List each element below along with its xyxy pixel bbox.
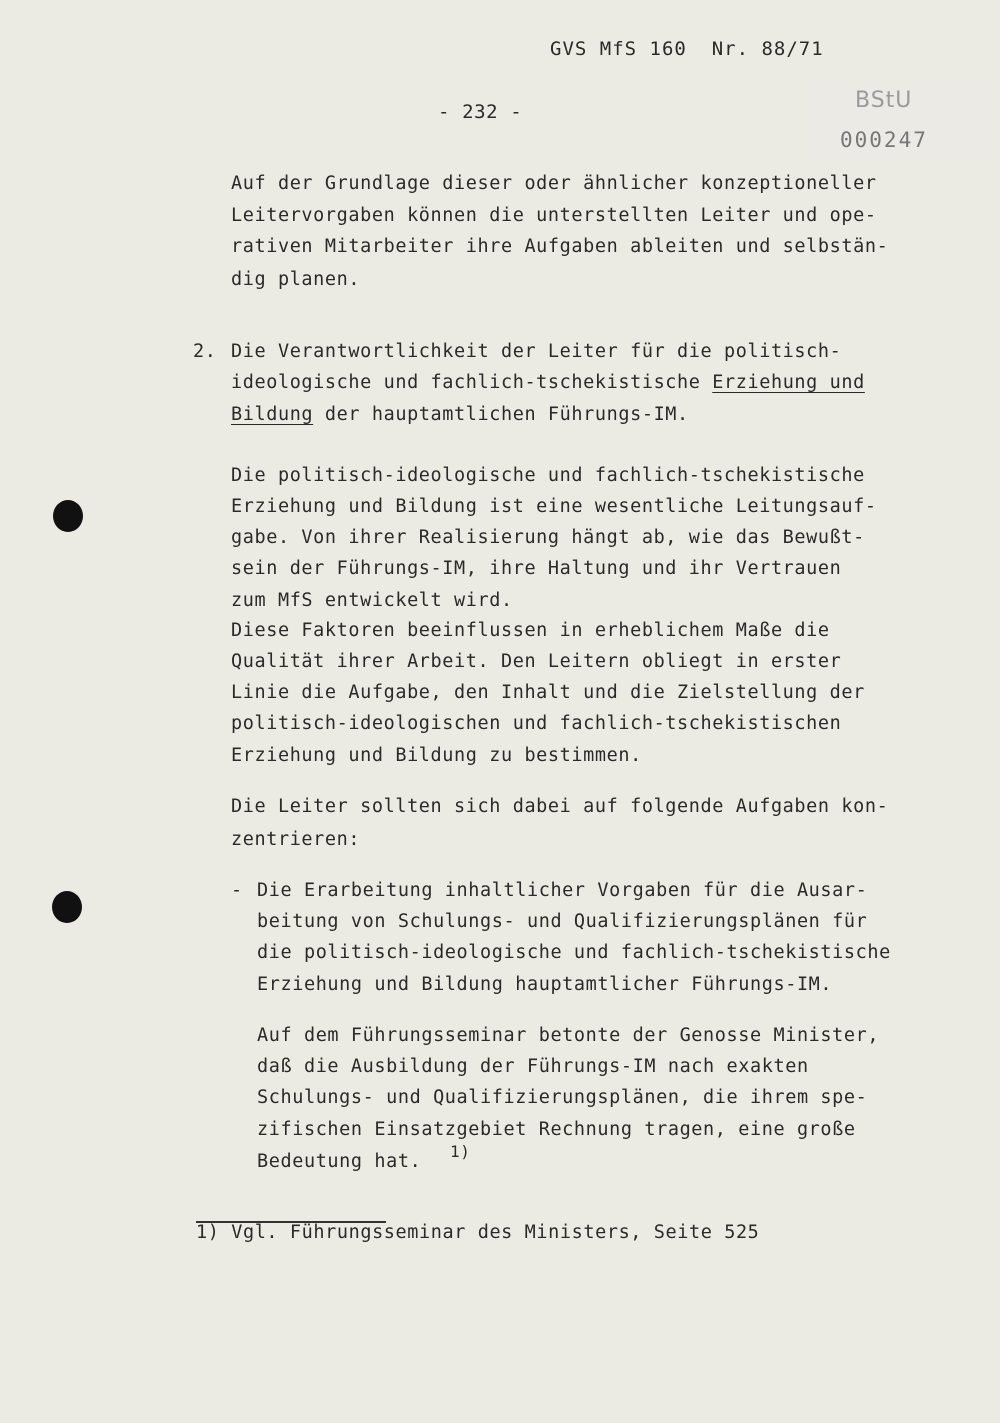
punch-hole bbox=[53, 500, 83, 532]
footnote-marker: 1) bbox=[450, 1142, 471, 1161]
document-reference: GVS MfS 160 Nr. 88/71 bbox=[550, 38, 824, 60]
text-line: Linie die Aufgabe, den Inhalt und die Zielstellung der bbox=[231, 682, 865, 703]
text-line: Auf der Grundlage dieser oder ähnlicher konzeptioneller bbox=[231, 173, 877, 194]
bullet-line: Erziehung und Bildung hauptamtlicher Führungs-IM. bbox=[257, 974, 833, 995]
text-line: zentrieren: bbox=[231, 829, 361, 850]
text-line: Die Leiter sollten sich dabei auf folgende Aufgaben kon- bbox=[231, 796, 889, 817]
text-line: Schulungs- und Qualifizierungsplänen, die ihrem spe- bbox=[257, 1087, 868, 1108]
punch-hole bbox=[52, 891, 82, 923]
text-line: zum MfS entwickelt wird. bbox=[231, 590, 513, 611]
text-line: sein der Führungs-IM, ihre Haltung und ihr Vertrauen bbox=[231, 558, 842, 579]
text-line: dig planen. bbox=[231, 269, 361, 290]
bullet-line: beitung von Schulungs- und Qualifizierungsplänen für bbox=[257, 911, 868, 932]
text-line: Bedeutung hat. bbox=[257, 1151, 422, 1172]
section-heading-text: ideologische und fachlich-tschekistische bbox=[231, 372, 713, 393]
text-line: zifischen Einsatzgebiet Rechnung tragen, eine große bbox=[257, 1119, 856, 1140]
bullet-dash: - bbox=[231, 880, 243, 901]
text-line: Erziehung und Bildung ist eine wesentliche Leitungsauf- bbox=[231, 496, 877, 517]
section-heading-text: der hauptamtlichen Führungs-IM. bbox=[313, 404, 689, 425]
text-line: Leitervorgaben können die unterstellten Leiter und ope- bbox=[231, 205, 877, 226]
archive-stamp-number: 000247 bbox=[840, 128, 928, 152]
underlined-text: Bildung bbox=[231, 404, 314, 425]
text-line: politisch-ideologischen und fachlich-tschekistischen bbox=[231, 713, 842, 734]
text-line: Auf dem Führungsseminar betonte der Genosse Minister, bbox=[257, 1025, 880, 1046]
bullet-line: Die Erarbeitung inhaltlicher Vorgaben für die Ausar- bbox=[257, 880, 868, 901]
section-heading-line bbox=[231, 372, 865, 394]
text-line: Qualität ihrer Arbeit. Den Leitern obliegt in erster bbox=[231, 651, 842, 672]
text-line: Diese Faktoren beeinflussen in erheblichem Maße die bbox=[231, 620, 830, 641]
text-line: gabe. Von ihrer Realisierung hängt ab, wie das Bewußt- bbox=[231, 527, 865, 548]
archive-stamp-label: BStU bbox=[855, 88, 913, 113]
text-line: Die politisch-ideologische und fachlich-tschekistische bbox=[231, 465, 865, 486]
underlined-text: Erziehung und bbox=[712, 372, 865, 393]
section-number: 2. bbox=[193, 341, 217, 362]
footnote-text: 1) Vgl. Führungsseminar des Ministers, Seite 525 bbox=[196, 1222, 760, 1243]
text-line: Erziehung und Bildung zu bestimmen. bbox=[231, 745, 642, 766]
page-number: - 232 - bbox=[438, 101, 523, 123]
text-line: daß die Ausbildung der Führungs-IM nach exakten bbox=[257, 1056, 809, 1077]
bullet-line: die politisch-ideologische und fachlich-tschekistische bbox=[257, 942, 891, 963]
section-heading-line bbox=[231, 404, 689, 426]
section-heading-line: Die Verantwortlichkeit der Leiter für die politisch- bbox=[231, 341, 842, 362]
text-line: rativen Mitarbeiter ihre Aufgaben ableiten und selbstän- bbox=[231, 236, 889, 257]
